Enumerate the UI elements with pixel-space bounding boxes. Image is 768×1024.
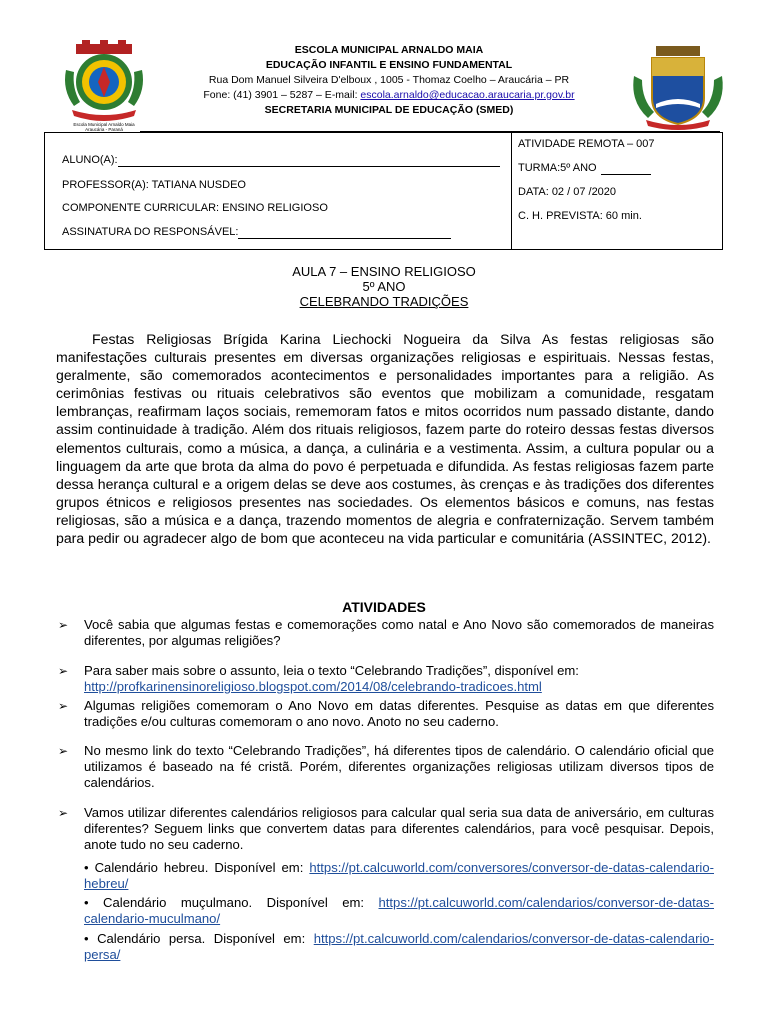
school-email-link[interactable]: escola.arnaldo@educacao.araucaria.pr.gov.br [360, 89, 575, 101]
lesson-title: AULA 7 – ENSINO RELIGIOSO [292, 264, 476, 279]
secretaria: SECRETARIA MUNICIPAL DE EDUCAÇÃO (SMED) [264, 104, 514, 116]
turma-line [601, 163, 651, 175]
arrow-bullet-icon: ➢ [58, 744, 69, 758]
activity-1-text: Você sabia que algumas festas e comemorações como natal e Ano Novo são comemorados de maneiras diferentes, por algumas religiões? [84, 617, 714, 648]
assinatura-line [238, 227, 451, 239]
aluno-line [118, 155, 500, 167]
logo-caption-city: Araucária - Paraná [85, 127, 123, 132]
cal-muculmano-text: • Calendário muçulmano. Disponível em: [84, 895, 365, 910]
school-header [150, 43, 628, 118]
componente-label: COMPONENTE CURRICULAR: ENSINO RELIGIOSO [62, 202, 328, 214]
activity-item-2 [58, 663, 714, 695]
school-phone: Fone: (41) 3901 – 5287 – E-mail: [203, 89, 361, 101]
cal-persa-link[interactable]: https://pt.calcuworld.com/calendarios/conversor-de-datas-calendario-persa/ [84, 931, 714, 962]
cal-hebreu-text: • Calendário hebreu. Disponível em: [84, 860, 304, 875]
turma-label: TURMA:5º ANO [518, 162, 597, 174]
activity-item-5 [58, 805, 714, 853]
municipal-coat-of-arms [628, 46, 728, 132]
student-info-left [45, 133, 512, 249]
assinatura-label: ASSINATURA DO RESPONSÁVEL: [62, 226, 239, 238]
lesson-subtitle [0, 294, 768, 309]
atividade-label: ATIVIDADE REMOTA – 007 [518, 138, 655, 150]
school-contact [150, 88, 628, 103]
ch-label: C. H. PREVISTA: 60 min. [518, 210, 642, 222]
body-paragraph [56, 330, 714, 547]
cal-persa-text: • Calendário persa. Disponível em: [84, 931, 306, 946]
arrow-bullet-icon: ➢ [58, 699, 69, 713]
celebrando-tradicoes-link[interactable]: http://profkarinensinoreligioso.blogspot.com/2014/08/celebrando-tradicoes.html [84, 679, 542, 694]
calendar-muculmano-item [84, 895, 714, 927]
school-level: EDUCAÇÃO INFANTIL E ENSINO FUNDAMENTAL [265, 59, 513, 71]
lesson-grade: 5º ANO [362, 279, 406, 294]
student-info-right [512, 133, 722, 249]
activity-item-4 [58, 743, 714, 791]
school-name: ESCOLA MUNICIPAL ARNALDO MAIA [294, 44, 484, 56]
activity-item-3 [58, 698, 714, 730]
activity-2-text: Para saber mais sobre o assunto, leia o texto “Celebrando Tradições”, disponível em: [84, 663, 579, 678]
professor-label: PROFESSOR(A): TATIANA NUSDEO [62, 179, 246, 191]
arrow-bullet-icon: ➢ [58, 618, 69, 632]
activity-2-block [84, 663, 714, 695]
data-label: DATA: 02 / 07 /2020 [518, 186, 617, 198]
calendar-hebreu-item [84, 860, 714, 892]
student-info-box [44, 132, 723, 250]
school-address: Rua Dom Manuel Silveira D'elboux , 1005 - Thomaz Coelho – Araucária – PR [208, 74, 570, 86]
activity-5-text: Vamos utilizar diferentes calendários religiosos para calcular qual seria sua data de aniversário, em culturas diferentes? Seguem links que convertem datas para diferentes calendários, para você pesquisar. Depois, anote tudo no seu caderno. [84, 805, 714, 852]
activity-item-1 [58, 617, 714, 649]
body-text: Festas Religiosas Brígida Karina Liechocki Nogueira da Silva As festas religiosas são manifestações culturais presentes em diversas organizações religiosas e espirituais. Nessas festas, geralmente, são comemorados acontecimentos e personalidades importantes para a religião. As cerimônias festivas ou rituais celebrativos são eventos que mobilizam a comunidade, resgatam lembranças, reafirmam laços sociais, rememoram fatos e mitos ocorridos num passado distante, dando assim continuidade à tradição. Além dos rituais religiosos, fazem parte do roteiro dessas festas diversos elementos culturais, como a música, a dança, a culinária e a vestimenta. Assim, a cultura popular ou a linguagem da arte que brota da alma do povo é perpetuada e difundida. As festas religiosas fazem parte dessa herança cultural e a origem delas se deve aos costumes, às crenças e às tradições dos diferentes grupos étnicos e religiosos presentes nas sociedades. Os elementos básicos e comuns, nas festas religiosas, são a música e a dança, trazendo momentos de alegria e confraternização. Servem também para pedir ou agradecer algo de bom que aconteceu na vida particular e comunitária (ASSINTEC, 2012). [56, 331, 714, 547]
activity-4-text: No mesmo link do texto “Celebrando Tradições”, há diferentes tipos de calendário. O calendário oficial que utilizamos é baseado na fé cristã. Porém, diferentes organizações religiosas utilizam diversos tipos de calendários. [84, 743, 714, 790]
arrow-bullet-icon: ➢ [58, 664, 69, 678]
assinatura-field[interactable] [62, 225, 451, 239]
cal-hebreu-link[interactable]: https://pt.calcuworld.com/conversores/conversor-de-datas-calendario-hebreu/ [84, 860, 714, 891]
turma-field[interactable] [518, 161, 651, 175]
cal-muculmano-link[interactable]: https://pt.calcuworld.com/calendarios/conversor-de-datas-calendario-muculmano/ [84, 895, 714, 926]
activities-heading: ATIVIDADES [342, 599, 426, 615]
school-emblem-logo [58, 40, 150, 132]
aluno-label: ALUNO(A): [62, 154, 118, 166]
arrow-bullet-icon: ➢ [58, 806, 69, 820]
lesson-subtitle-text: CELEBRANDO TRADIÇÕES [299, 294, 469, 309]
aluno-field[interactable] [62, 153, 500, 167]
logo-caption-school: Escola Municipal Arnaldo Maia [73, 122, 135, 127]
activity-3-text: Algumas religiões comemoram o Ano Novo em datas diferentes. Pesquise as datas em que diferentes tradições e/ou culturas comemoram o ano novo. Anoto no seu caderno. [84, 698, 714, 729]
calendar-persa-item [84, 931, 714, 963]
